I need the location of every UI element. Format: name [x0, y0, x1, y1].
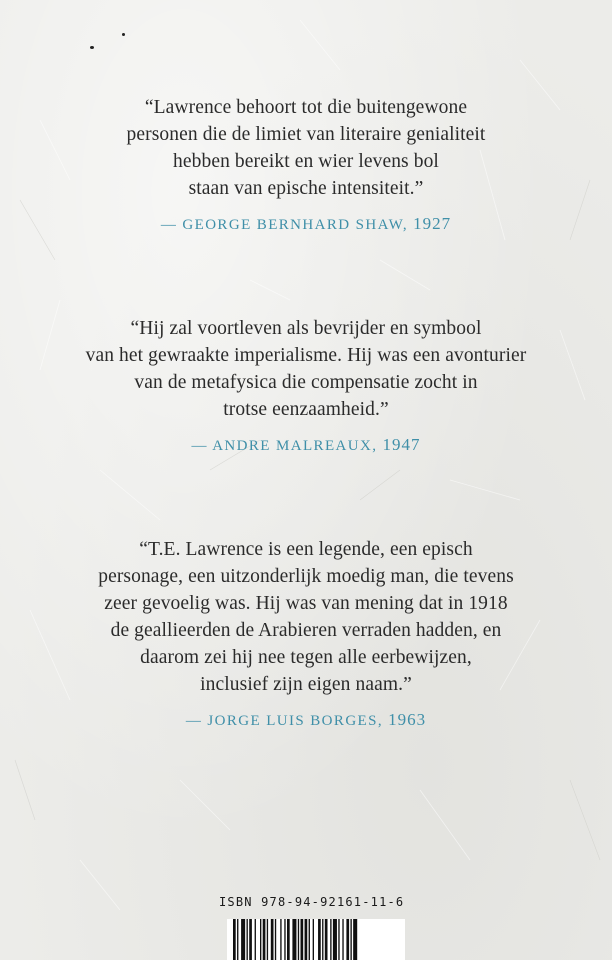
- attribution-author: — GEORGE BERNHARD SHAW,: [160, 217, 408, 233]
- barcode-bar: [247, 919, 248, 960]
- quote-line: personen die de limiet van literaire genialiteit: [126, 124, 486, 145]
- quote-line: de geallieerden de Arabieren verraden hadden, en: [110, 620, 502, 641]
- barcode-bar: [267, 919, 268, 960]
- barcode-bar: [287, 919, 290, 960]
- barcode-bar: [284, 919, 285, 960]
- isbn-label: ISBN 978-94-92161-11-6: [219, 895, 405, 909]
- ink-speck: [122, 33, 125, 36]
- barcode-bar: [301, 919, 304, 960]
- quote-line: daarom zei hij nee tegen alle eerbewijzen,: [140, 647, 472, 668]
- barcode-bar: [275, 919, 276, 960]
- quote-malreaux: [0, 315, 612, 455]
- barcode-bar: [353, 919, 357, 960]
- barcode: [227, 919, 405, 960]
- barcode-bar: [325, 919, 328, 960]
- quote-line: personage, een uitzonderlijk moedig man, die tevens: [98, 566, 514, 587]
- barcode-bar: [305, 919, 308, 960]
- quote-line: van de metafysica die compensatie zocht in: [134, 372, 478, 393]
- quote-attribution: [0, 710, 612, 730]
- quote-line: zeer gevoelig was. Hij was van mening dat in 1918: [104, 593, 508, 614]
- quote-shaw: [0, 94, 612, 234]
- quote-line: trotse eenzaamheid.”: [223, 399, 389, 420]
- attribution-year: 1963: [388, 710, 427, 729]
- barcode-bar: [260, 919, 261, 960]
- quote-attribution: [0, 214, 612, 234]
- quote-line: inclusief zijn eigen naam.”: [200, 674, 412, 695]
- barcode-bar: [233, 919, 236, 960]
- barcode-bar: [346, 919, 349, 960]
- quote-line: “Hij zal voortleven als bevrijder en symbool: [130, 318, 482, 339]
- quote-attribution: [0, 435, 612, 455]
- attribution-year: 1927: [413, 214, 452, 233]
- quote-line: “T.E. Lawrence is een legende, een episch: [139, 539, 473, 560]
- barcode-bar: [322, 919, 323, 960]
- quote-line: “Lawrence behoort tot die buitengewone: [144, 97, 468, 118]
- barcode-bar: [313, 919, 314, 960]
- barcode-bar: [280, 919, 281, 960]
- attribution-author: — JORGE LUIS BORGES,: [185, 713, 384, 729]
- barcode-bar: [333, 919, 337, 960]
- attribution-year: 1947: [382, 435, 421, 454]
- barcode-bar: [263, 919, 266, 960]
- attribution-author: — ANDRE MALREAUX,: [191, 438, 378, 454]
- barcode-bar: [342, 919, 343, 960]
- barcode-bars: [227, 919, 405, 960]
- barcode-bar: [241, 919, 245, 960]
- quote-line: staan van epische intensiteit.”: [188, 178, 424, 199]
- barcode-bar: [249, 919, 252, 960]
- quote-text: [0, 94, 612, 202]
- barcode-bar: [318, 919, 321, 960]
- barcode-bar: [298, 919, 299, 960]
- barcode-bar: [292, 919, 296, 960]
- barcode-bar: [271, 919, 274, 960]
- barcode-bar: [309, 919, 310, 960]
- quote-borges: [0, 536, 612, 730]
- barcode-bar: [350, 919, 351, 960]
- barcode-bar: [330, 919, 331, 960]
- barcode-bar: [237, 919, 238, 960]
- quote-text: [0, 536, 612, 698]
- quote-text: [0, 315, 612, 423]
- ink-speck: [90, 46, 94, 49]
- quote-line: van het gewraakte imperialisme. Hij was een avonturier: [85, 345, 527, 366]
- barcode-bar: [338, 919, 339, 960]
- barcode-bar: [255, 919, 256, 960]
- quote-line: hebben bereikt en wier levens bol: [173, 151, 439, 172]
